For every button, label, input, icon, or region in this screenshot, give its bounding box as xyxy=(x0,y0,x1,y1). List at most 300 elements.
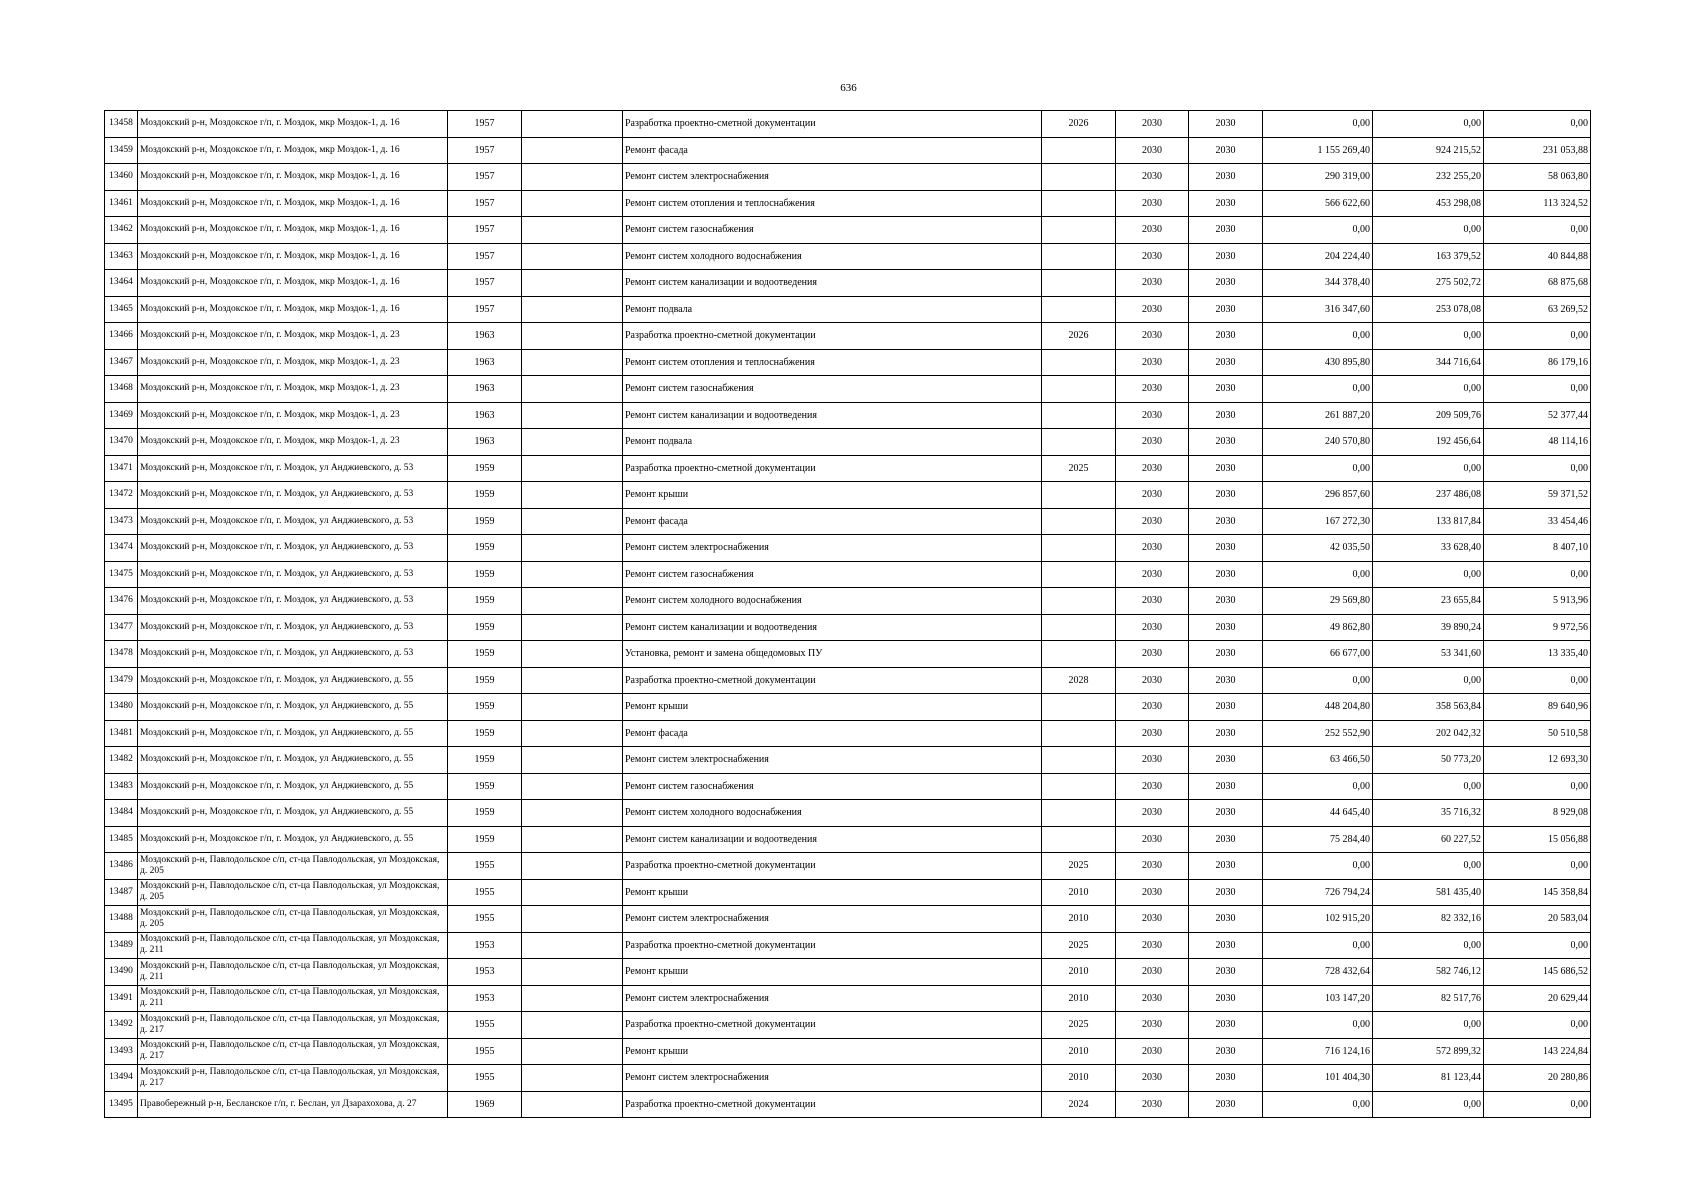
period-start-cell: 2030 xyxy=(1116,826,1189,853)
empty-cell xyxy=(522,1012,623,1039)
period-start-cell: 2030 xyxy=(1116,111,1189,138)
owner-cost-cell: 63 269,52 xyxy=(1484,296,1591,323)
row-id: 13472 xyxy=(105,482,138,509)
total-cost-cell: 316 347,60 xyxy=(1263,296,1373,323)
work-type-cell: Ремонт систем канализации и водоотведения xyxy=(623,614,1042,641)
period-start-cell: 2030 xyxy=(1116,323,1189,350)
fund-cost-cell: 0,00 xyxy=(1373,111,1484,138)
owner-cost-cell: 0,00 xyxy=(1484,1012,1591,1039)
total-cost-cell: 344 378,40 xyxy=(1263,270,1373,297)
year-built-cell: 1959 xyxy=(448,720,522,747)
year-built-cell: 1959 xyxy=(448,588,522,615)
period-start-cell: 2030 xyxy=(1116,641,1189,668)
row-id: 13483 xyxy=(105,773,138,800)
fund-cost-cell: 82 517,76 xyxy=(1373,985,1484,1012)
fund-cost-cell: 33 628,40 xyxy=(1373,535,1484,562)
total-cost-cell: 430 895,80 xyxy=(1263,349,1373,376)
year-built-cell: 1959 xyxy=(448,773,522,800)
fund-cost-cell: 0,00 xyxy=(1373,932,1484,959)
work-type-cell: Ремонт подвала xyxy=(623,296,1042,323)
fund-cost-cell: 0,00 xyxy=(1373,323,1484,350)
year-built-cell: 1959 xyxy=(448,747,522,774)
plan-year-cell xyxy=(1042,217,1116,244)
plan-year-cell xyxy=(1042,190,1116,217)
plan-year-cell xyxy=(1042,826,1116,853)
empty-cell xyxy=(522,906,623,933)
plan-year-cell: 2010 xyxy=(1042,1065,1116,1092)
empty-cell xyxy=(522,190,623,217)
year-built-cell: 1963 xyxy=(448,323,522,350)
period-end-cell: 2030 xyxy=(1189,349,1263,376)
table-row xyxy=(105,906,1591,933)
plan-year-cell xyxy=(1042,720,1116,747)
address-cell: Моздокский р-н, Моздокское г/п, г. Моздок, ул Анджиевского, д. 53 xyxy=(138,588,448,615)
work-type-cell: Ремонт фасада xyxy=(623,508,1042,535)
row-id: 13488 xyxy=(105,906,138,933)
work-type-cell: Ремонт подвала xyxy=(623,429,1042,456)
address-cell: Моздокский р-н, Павлодольское с/п, ст-ца Павлодольская, ул Моздокская, д. 211 xyxy=(138,932,448,959)
row-id: 13492 xyxy=(105,1012,138,1039)
plan-year-cell: 2025 xyxy=(1042,932,1116,959)
empty-cell xyxy=(522,243,623,270)
period-start-cell: 2030 xyxy=(1116,932,1189,959)
fund-cost-cell: 253 078,08 xyxy=(1373,296,1484,323)
fund-cost-cell: 0,00 xyxy=(1373,217,1484,244)
total-cost-cell: 75 284,40 xyxy=(1263,826,1373,853)
table-row xyxy=(105,826,1591,853)
year-built-cell: 1955 xyxy=(448,1012,522,1039)
period-end-cell: 2030 xyxy=(1189,614,1263,641)
period-start-cell: 2030 xyxy=(1116,482,1189,509)
address-cell: Моздокский р-н, Моздокское г/п, г. Моздок, ул Анджиевского, д. 55 xyxy=(138,720,448,747)
work-type-cell: Ремонт систем канализации и водоотведения xyxy=(623,402,1042,429)
owner-cost-cell: 86 179,16 xyxy=(1484,349,1591,376)
fund-cost-cell: 202 042,32 xyxy=(1373,720,1484,747)
fund-cost-cell: 81 123,44 xyxy=(1373,1065,1484,1092)
total-cost-cell: 566 622,60 xyxy=(1263,190,1373,217)
work-type-cell: Ремонт систем канализации и водоотведения xyxy=(623,826,1042,853)
period-start-cell: 2030 xyxy=(1116,402,1189,429)
owner-cost-cell: 40 844,88 xyxy=(1484,243,1591,270)
table-row xyxy=(105,535,1591,562)
period-end-cell: 2030 xyxy=(1189,402,1263,429)
address-cell: Моздокский р-н, Моздокское г/п, г. Моздок, ул Анджиевского, д. 53 xyxy=(138,561,448,588)
plan-year-cell xyxy=(1042,614,1116,641)
work-type-cell: Ремонт систем отопления и теплоснабжения xyxy=(623,190,1042,217)
table-row xyxy=(105,959,1591,986)
owner-cost-cell: 20 280,86 xyxy=(1484,1065,1591,1092)
period-start-cell: 2030 xyxy=(1116,747,1189,774)
period-end-cell: 2030 xyxy=(1189,429,1263,456)
owner-cost-cell: 0,00 xyxy=(1484,853,1591,880)
year-built-cell: 1953 xyxy=(448,932,522,959)
empty-cell xyxy=(522,1065,623,1092)
table-row xyxy=(105,800,1591,827)
table-row xyxy=(105,455,1591,482)
work-type-cell: Ремонт крыши xyxy=(623,1038,1042,1065)
period-start-cell: 2030 xyxy=(1116,800,1189,827)
period-start-cell: 2030 xyxy=(1116,270,1189,297)
owner-cost-cell: 68 875,68 xyxy=(1484,270,1591,297)
period-end-cell: 2030 xyxy=(1189,906,1263,933)
table-row xyxy=(105,402,1591,429)
work-type-cell: Ремонт крыши xyxy=(623,694,1042,721)
table-row xyxy=(105,376,1591,403)
row-id: 13480 xyxy=(105,694,138,721)
year-built-cell: 1963 xyxy=(448,376,522,403)
row-id: 13462 xyxy=(105,217,138,244)
owner-cost-cell: 0,00 xyxy=(1484,376,1591,403)
table-row xyxy=(105,137,1591,164)
fund-cost-cell: 0,00 xyxy=(1373,561,1484,588)
period-start-cell: 2030 xyxy=(1116,296,1189,323)
year-built-cell: 1963 xyxy=(448,402,522,429)
empty-cell xyxy=(522,164,623,191)
plan-year-cell: 2010 xyxy=(1042,1038,1116,1065)
address-cell: Моздокский р-н, Моздокское г/п, г. Моздок, ул Анджиевского, д. 55 xyxy=(138,694,448,721)
owner-cost-cell: 145 686,52 xyxy=(1484,959,1591,986)
period-start-cell: 2030 xyxy=(1116,349,1189,376)
total-cost-cell: 448 204,80 xyxy=(1263,694,1373,721)
period-end-cell: 2030 xyxy=(1189,641,1263,668)
empty-cell xyxy=(522,720,623,747)
plan-year-cell: 2025 xyxy=(1042,853,1116,880)
period-end-cell: 2030 xyxy=(1189,773,1263,800)
work-type-cell: Разработка проектно-сметной документации xyxy=(623,323,1042,350)
year-built-cell: 1957 xyxy=(448,137,522,164)
plan-year-cell xyxy=(1042,773,1116,800)
fund-cost-cell: 192 456,64 xyxy=(1373,429,1484,456)
work-type-cell: Ремонт систем газоснабжения xyxy=(623,561,1042,588)
total-cost-cell: 0,00 xyxy=(1263,773,1373,800)
year-built-cell: 1955 xyxy=(448,906,522,933)
period-end-cell: 2030 xyxy=(1189,296,1263,323)
owner-cost-cell: 113 324,52 xyxy=(1484,190,1591,217)
row-id: 13477 xyxy=(105,614,138,641)
total-cost-cell: 0,00 xyxy=(1263,455,1373,482)
period-start-cell: 2030 xyxy=(1116,985,1189,1012)
fund-cost-cell: 39 890,24 xyxy=(1373,614,1484,641)
table-row xyxy=(105,429,1591,456)
period-end-cell: 2030 xyxy=(1189,217,1263,244)
plan-year-cell xyxy=(1042,164,1116,191)
period-end-cell: 2030 xyxy=(1189,959,1263,986)
work-type-cell: Ремонт систем электроснабжения xyxy=(623,985,1042,1012)
owner-cost-cell: 52 377,44 xyxy=(1484,402,1591,429)
address-cell: Моздокский р-н, Павлодольское с/п, ст-ца Павлодольская, ул Моздокская, д. 205 xyxy=(138,906,448,933)
row-id: 13482 xyxy=(105,747,138,774)
address-cell: Моздокский р-н, Моздокское г/п, г. Моздок, ул Анджиевского, д. 55 xyxy=(138,667,448,694)
empty-cell xyxy=(522,217,623,244)
table-row xyxy=(105,482,1591,509)
period-end-cell: 2030 xyxy=(1189,376,1263,403)
work-type-cell: Разработка проектно-сметной документации xyxy=(623,1012,1042,1039)
period-start-cell: 2030 xyxy=(1116,190,1189,217)
empty-cell xyxy=(522,773,623,800)
fund-cost-cell: 82 332,16 xyxy=(1373,906,1484,933)
row-id: 13459 xyxy=(105,137,138,164)
address-cell: Моздокский р-н, Моздокское г/п, г. Моздок, мкр Моздок-1, д. 16 xyxy=(138,164,448,191)
row-id: 13460 xyxy=(105,164,138,191)
total-cost-cell: 103 147,20 xyxy=(1263,985,1373,1012)
period-start-cell: 2030 xyxy=(1116,1038,1189,1065)
period-end-cell: 2030 xyxy=(1189,508,1263,535)
period-end-cell: 2030 xyxy=(1189,694,1263,721)
total-cost-cell: 102 915,20 xyxy=(1263,906,1373,933)
total-cost-cell: 49 862,80 xyxy=(1263,614,1373,641)
row-id: 13479 xyxy=(105,667,138,694)
year-built-cell: 1959 xyxy=(448,641,522,668)
owner-cost-cell: 0,00 xyxy=(1484,932,1591,959)
empty-cell xyxy=(522,482,623,509)
work-type-cell: Ремонт систем газоснабжения xyxy=(623,217,1042,244)
total-cost-cell: 0,00 xyxy=(1263,111,1373,138)
total-cost-cell: 261 887,20 xyxy=(1263,402,1373,429)
work-type-cell: Разработка проектно-сметной документации xyxy=(623,667,1042,694)
row-id: 13466 xyxy=(105,323,138,350)
address-cell: Моздокский р-н, Моздокское г/п, г. Моздок, мкр Моздок-1, д. 16 xyxy=(138,270,448,297)
fund-cost-cell: 50 773,20 xyxy=(1373,747,1484,774)
row-id: 13475 xyxy=(105,561,138,588)
row-id: 13463 xyxy=(105,243,138,270)
year-built-cell: 1959 xyxy=(448,561,522,588)
total-cost-cell: 0,00 xyxy=(1263,561,1373,588)
year-built-cell: 1959 xyxy=(448,535,522,562)
period-end-cell: 2030 xyxy=(1189,800,1263,827)
period-start-cell: 2030 xyxy=(1116,535,1189,562)
row-id: 13464 xyxy=(105,270,138,297)
total-cost-cell: 1 155 269,40 xyxy=(1263,137,1373,164)
plan-year-cell xyxy=(1042,376,1116,403)
address-cell: Моздокский р-н, Моздокское г/п, г. Моздок, мкр Моздок-1, д. 23 xyxy=(138,323,448,350)
fund-cost-cell: 275 502,72 xyxy=(1373,270,1484,297)
period-end-cell: 2030 xyxy=(1189,826,1263,853)
work-type-cell: Разработка проектно-сметной документации xyxy=(623,1091,1042,1118)
table-row xyxy=(105,853,1591,880)
work-type-cell: Разработка проектно-сметной документации xyxy=(623,455,1042,482)
owner-cost-cell: 20 583,04 xyxy=(1484,906,1591,933)
plan-year-cell: 2010 xyxy=(1042,959,1116,986)
fund-cost-cell: 924 215,52 xyxy=(1373,137,1484,164)
total-cost-cell: 0,00 xyxy=(1263,217,1373,244)
year-built-cell: 1959 xyxy=(448,694,522,721)
empty-cell xyxy=(522,376,623,403)
plan-year-cell: 2026 xyxy=(1042,323,1116,350)
work-type-cell: Ремонт систем газоснабжения xyxy=(623,773,1042,800)
fund-cost-cell: 344 716,64 xyxy=(1373,349,1484,376)
total-cost-cell: 0,00 xyxy=(1263,667,1373,694)
period-start-cell: 2030 xyxy=(1116,137,1189,164)
total-cost-cell: 66 677,00 xyxy=(1263,641,1373,668)
table-row xyxy=(105,111,1591,138)
owner-cost-cell: 231 053,88 xyxy=(1484,137,1591,164)
address-cell: Моздокский р-н, Моздокское г/п, г. Моздок, мкр Моздок-1, д. 16 xyxy=(138,217,448,244)
fund-cost-cell: 453 298,08 xyxy=(1373,190,1484,217)
address-cell: Моздокский р-н, Моздокское г/п, г. Моздок, ул Анджиевского, д. 55 xyxy=(138,800,448,827)
owner-cost-cell: 58 063,80 xyxy=(1484,164,1591,191)
row-id: 13494 xyxy=(105,1065,138,1092)
owner-cost-cell: 0,00 xyxy=(1484,455,1591,482)
owner-cost-cell: 8 929,08 xyxy=(1484,800,1591,827)
empty-cell xyxy=(522,349,623,376)
total-cost-cell: 0,00 xyxy=(1263,1091,1373,1118)
address-cell: Моздокский р-н, Моздокское г/п, г. Моздок, мкр Моздок-1, д. 16 xyxy=(138,190,448,217)
period-start-cell: 2030 xyxy=(1116,1012,1189,1039)
year-built-cell: 1957 xyxy=(448,217,522,244)
plan-year-cell: 2010 xyxy=(1042,879,1116,906)
empty-cell xyxy=(522,270,623,297)
empty-cell xyxy=(522,1038,623,1065)
work-type-cell: Ремонт систем холодного водоснабжения xyxy=(623,800,1042,827)
table-row xyxy=(105,1091,1591,1118)
period-end-cell: 2030 xyxy=(1189,1038,1263,1065)
period-end-cell: 2030 xyxy=(1189,1065,1263,1092)
table-row xyxy=(105,614,1591,641)
empty-cell xyxy=(522,455,623,482)
row-id: 13469 xyxy=(105,402,138,429)
owner-cost-cell: 0,00 xyxy=(1484,1091,1591,1118)
address-cell: Моздокский р-н, Моздокское г/п, г. Моздок, мкр Моздок-1, д. 23 xyxy=(138,349,448,376)
plan-year-cell xyxy=(1042,694,1116,721)
period-start-cell: 2030 xyxy=(1116,853,1189,880)
address-cell: Моздокский р-н, Павлодольское с/п, ст-ца Павлодольская, ул Моздокская, д. 217 xyxy=(138,1065,448,1092)
plan-year-cell xyxy=(1042,296,1116,323)
total-cost-cell: 0,00 xyxy=(1263,376,1373,403)
plan-year-cell xyxy=(1042,800,1116,827)
empty-cell xyxy=(522,561,623,588)
plan-year-cell xyxy=(1042,482,1116,509)
total-cost-cell: 290 319,00 xyxy=(1263,164,1373,191)
address-cell: Моздокский р-н, Моздокское г/п, г. Моздок, ул Анджиевского, д. 53 xyxy=(138,508,448,535)
table-row xyxy=(105,694,1591,721)
address-cell: Моздокский р-н, Моздокское г/п, г. Моздок, ул Анджиевского, д. 55 xyxy=(138,826,448,853)
plan-year-cell: 2024 xyxy=(1042,1091,1116,1118)
period-end-cell: 2030 xyxy=(1189,190,1263,217)
year-built-cell: 1957 xyxy=(448,270,522,297)
table-row xyxy=(105,349,1591,376)
address-cell: Моздокский р-н, Моздокское г/п, г. Моздок, мкр Моздок-1, д. 23 xyxy=(138,402,448,429)
total-cost-cell: 728 432,64 xyxy=(1263,959,1373,986)
work-type-cell: Ремонт систем электроснабжения xyxy=(623,906,1042,933)
row-id: 13476 xyxy=(105,588,138,615)
row-id: 13473 xyxy=(105,508,138,535)
total-cost-cell: 29 569,80 xyxy=(1263,588,1373,615)
year-built-cell: 1959 xyxy=(448,508,522,535)
plan-year-cell xyxy=(1042,243,1116,270)
year-built-cell: 1963 xyxy=(448,429,522,456)
address-cell: Моздокский р-н, Моздокское г/п, г. Моздок, мкр Моздок-1, д. 16 xyxy=(138,111,448,138)
total-cost-cell: 726 794,24 xyxy=(1263,879,1373,906)
period-start-cell: 2030 xyxy=(1116,959,1189,986)
work-type-cell: Ремонт крыши xyxy=(623,959,1042,986)
table-row xyxy=(105,270,1591,297)
period-start-cell: 2030 xyxy=(1116,561,1189,588)
table-row xyxy=(105,1012,1591,1039)
address-cell: Моздокский р-н, Моздокское г/п, г. Моздок, мкр Моздок-1, д. 16 xyxy=(138,243,448,270)
owner-cost-cell: 33 454,46 xyxy=(1484,508,1591,535)
period-start-cell: 2030 xyxy=(1116,720,1189,747)
period-end-cell: 2030 xyxy=(1189,561,1263,588)
owner-cost-cell: 15 056,88 xyxy=(1484,826,1591,853)
row-id: 13465 xyxy=(105,296,138,323)
row-id: 13484 xyxy=(105,800,138,827)
fund-cost-cell: 0,00 xyxy=(1373,1091,1484,1118)
table-row xyxy=(105,561,1591,588)
fund-cost-cell: 0,00 xyxy=(1373,455,1484,482)
row-id: 13486 xyxy=(105,853,138,880)
period-start-cell: 2030 xyxy=(1116,588,1189,615)
total-cost-cell: 63 466,50 xyxy=(1263,747,1373,774)
year-built-cell: 1963 xyxy=(448,349,522,376)
row-id: 13487 xyxy=(105,879,138,906)
address-cell: Моздокский р-н, Павлодольское с/п, ст-ца Павлодольская, ул Моздокская, д. 211 xyxy=(138,959,448,986)
row-id: 13461 xyxy=(105,190,138,217)
row-id: 13495 xyxy=(105,1091,138,1118)
plan-year-cell: 2025 xyxy=(1042,1012,1116,1039)
period-end-cell: 2030 xyxy=(1189,455,1263,482)
address-cell: Моздокский р-н, Павлодольское с/п, ст-ца Павлодольская, ул Моздокская, д. 205 xyxy=(138,879,448,906)
empty-cell xyxy=(522,641,623,668)
address-cell: Моздокский р-н, Моздокское г/п, г. Моздок, ул Анджиевского, д. 55 xyxy=(138,747,448,774)
work-type-cell: Ремонт систем холодного водоснабжения xyxy=(623,588,1042,615)
owner-cost-cell: 145 358,84 xyxy=(1484,879,1591,906)
owner-cost-cell: 89 640,96 xyxy=(1484,694,1591,721)
table-row xyxy=(105,667,1591,694)
owner-cost-cell: 50 510,58 xyxy=(1484,720,1591,747)
plan-year-cell xyxy=(1042,508,1116,535)
period-start-cell: 2030 xyxy=(1116,243,1189,270)
empty-cell xyxy=(522,1091,623,1118)
address-cell: Моздокский р-н, Моздокское г/п, г. Моздок, ул Анджиевского, д. 53 xyxy=(138,482,448,509)
owner-cost-cell: 0,00 xyxy=(1484,323,1591,350)
plan-year-cell xyxy=(1042,137,1116,164)
period-end-cell: 2030 xyxy=(1189,137,1263,164)
period-end-cell: 2030 xyxy=(1189,1091,1263,1118)
work-type-cell: Разработка проектно-сметной документации xyxy=(623,932,1042,959)
period-end-cell: 2030 xyxy=(1189,879,1263,906)
empty-cell xyxy=(522,800,623,827)
work-type-cell: Ремонт систем электроснабжения xyxy=(623,1065,1042,1092)
owner-cost-cell: 20 629,44 xyxy=(1484,985,1591,1012)
total-cost-cell: 0,00 xyxy=(1263,932,1373,959)
total-cost-cell: 0,00 xyxy=(1263,323,1373,350)
owner-cost-cell: 13 335,40 xyxy=(1484,641,1591,668)
fund-cost-cell: 209 509,76 xyxy=(1373,402,1484,429)
year-built-cell: 1959 xyxy=(448,826,522,853)
address-cell: Моздокский р-н, Моздокское г/п, г. Моздок, ул Анджиевского, д. 53 xyxy=(138,641,448,668)
address-cell: Моздокский р-н, Моздокское г/п, г. Моздок, мкр Моздок-1, д. 23 xyxy=(138,429,448,456)
plan-year-cell xyxy=(1042,588,1116,615)
owner-cost-cell: 8 407,10 xyxy=(1484,535,1591,562)
period-start-cell: 2030 xyxy=(1116,773,1189,800)
year-built-cell: 1953 xyxy=(448,985,522,1012)
period-end-cell: 2030 xyxy=(1189,853,1263,880)
plan-year-cell: 2010 xyxy=(1042,906,1116,933)
plan-year-cell xyxy=(1042,641,1116,668)
owner-cost-cell: 0,00 xyxy=(1484,561,1591,588)
empty-cell xyxy=(522,429,623,456)
work-type-cell: Ремонт систем электроснабжения xyxy=(623,535,1042,562)
empty-cell xyxy=(522,296,623,323)
empty-cell xyxy=(522,826,623,853)
table-row xyxy=(105,323,1591,350)
fund-cost-cell: 581 435,40 xyxy=(1373,879,1484,906)
row-id: 13489 xyxy=(105,932,138,959)
year-built-cell: 1957 xyxy=(448,296,522,323)
table-row xyxy=(105,641,1591,668)
total-cost-cell: 0,00 xyxy=(1263,1012,1373,1039)
fund-cost-cell: 133 817,84 xyxy=(1373,508,1484,535)
